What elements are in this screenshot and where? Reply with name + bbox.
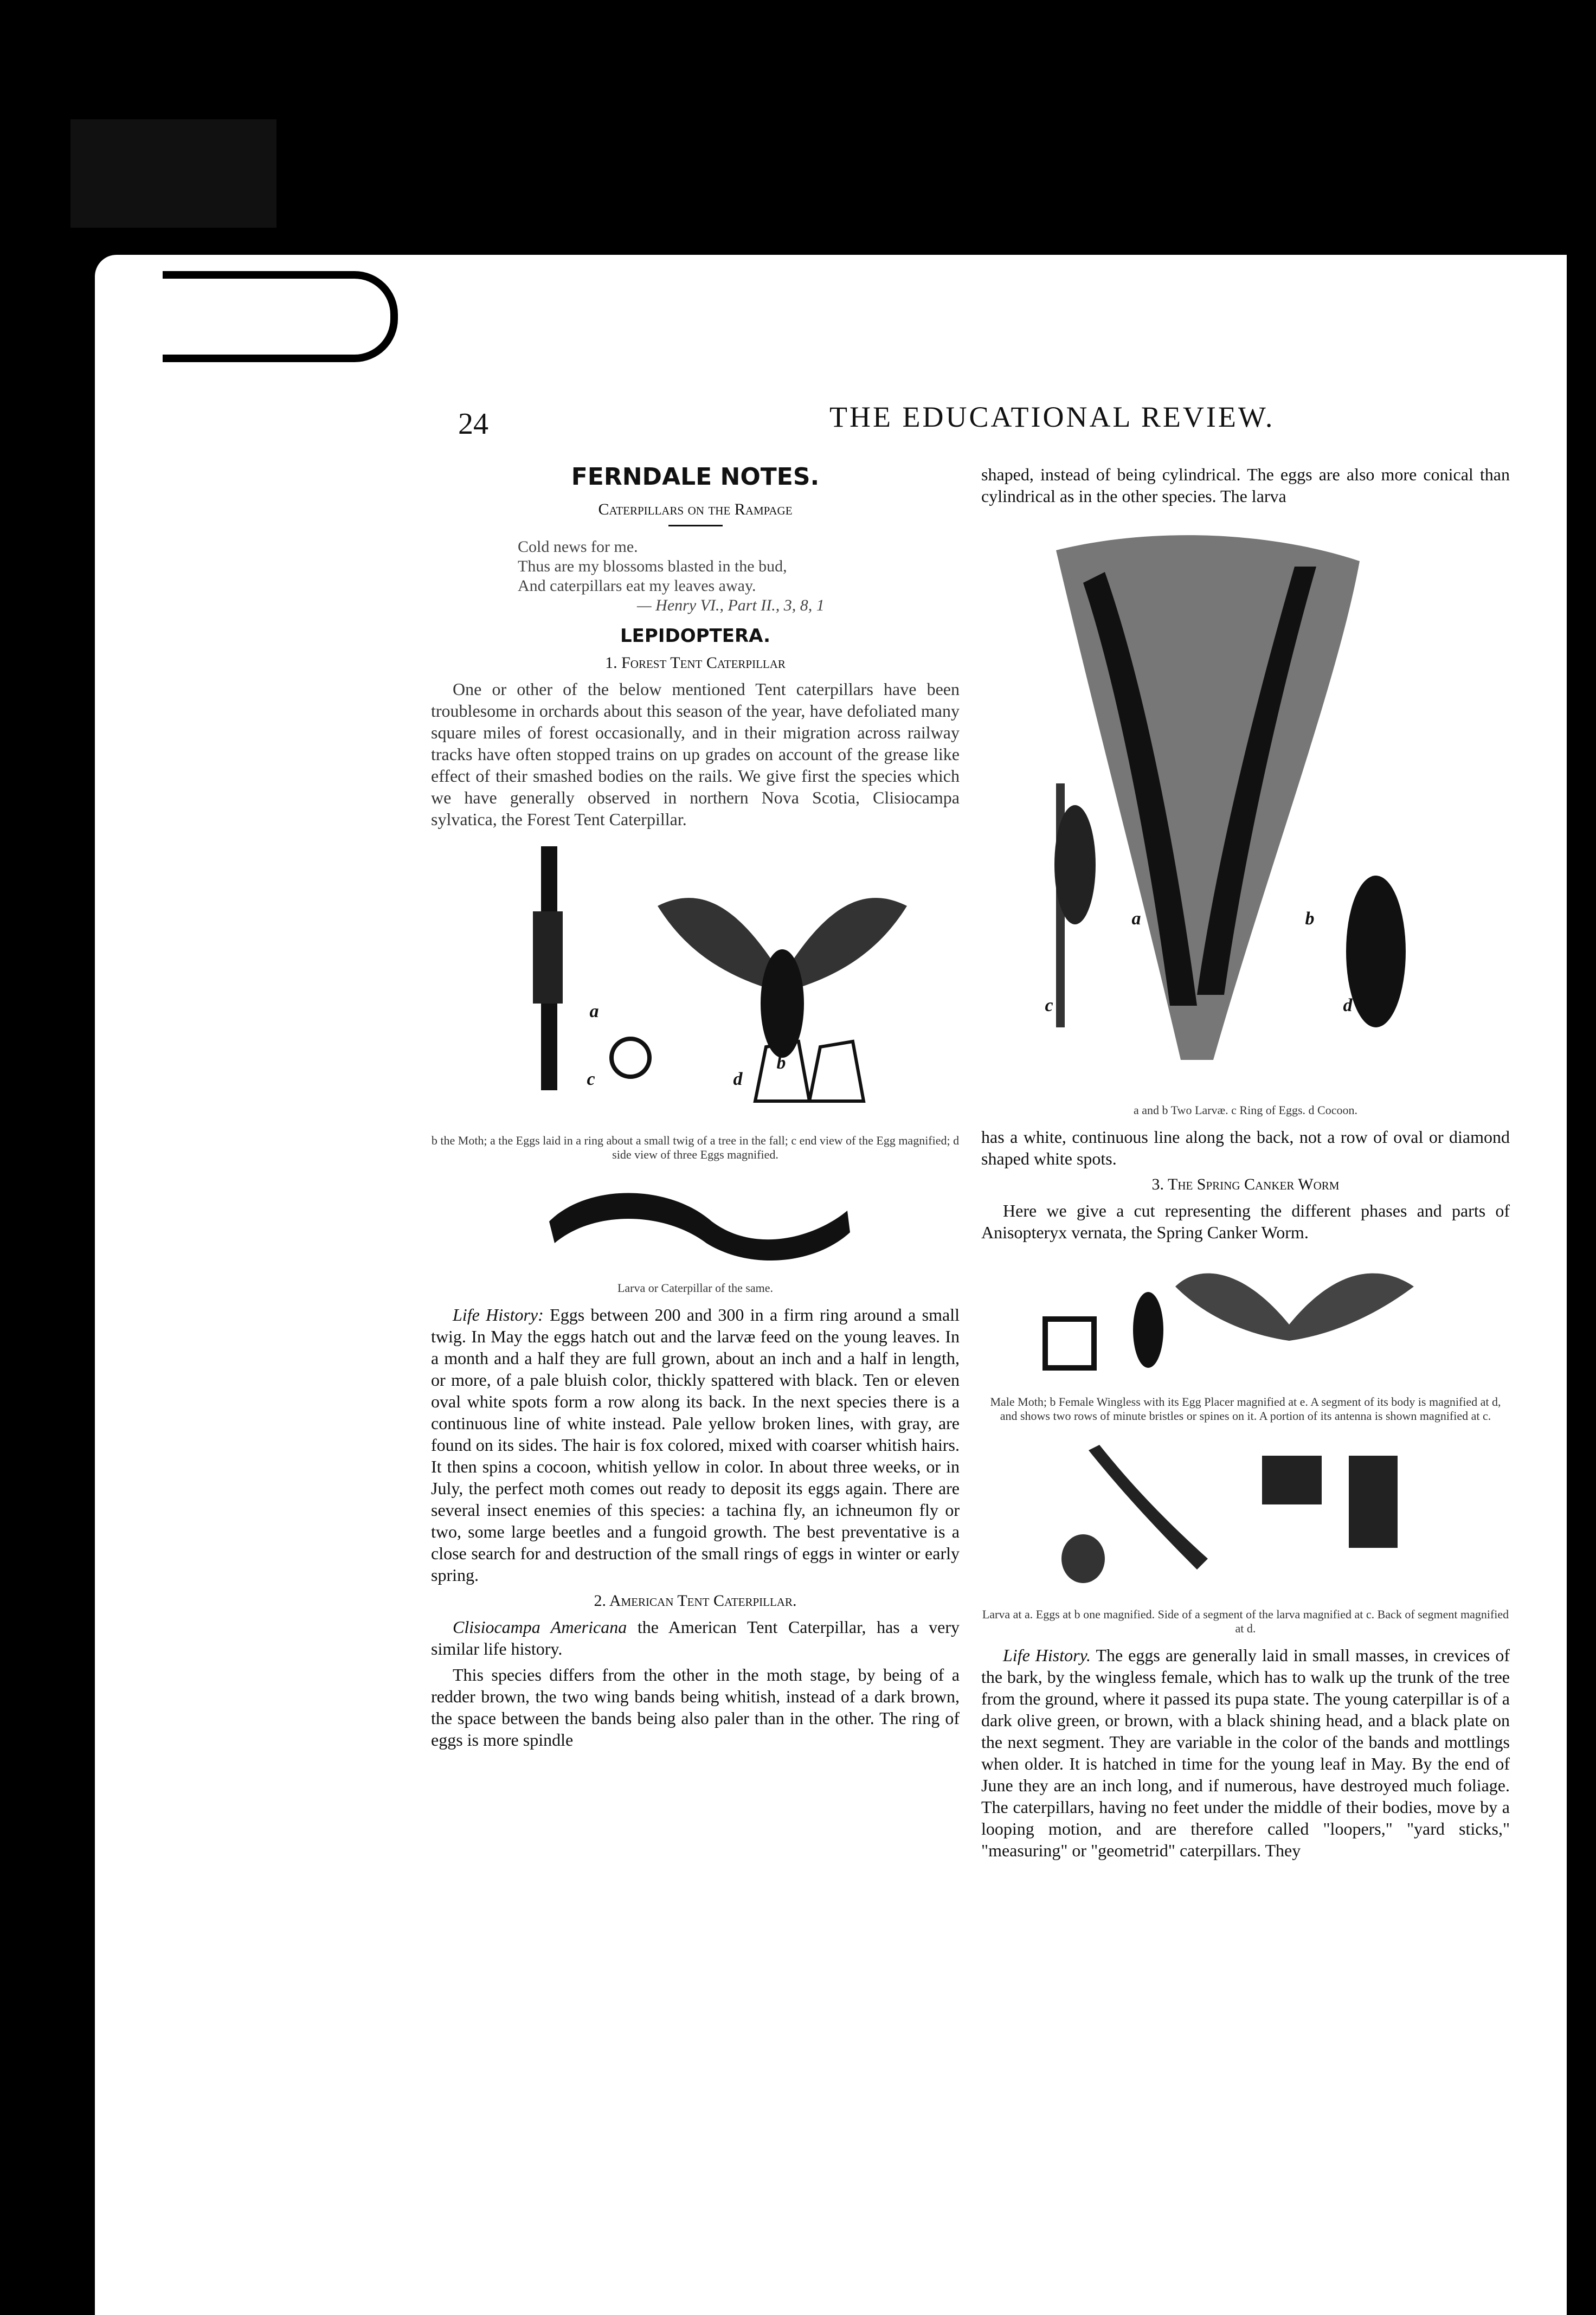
figure-3-caption: a and b Two Larvæ. c Ring of Eggs. d Cocoon.	[1134, 1103, 1357, 1117]
life-history-label: Life History.	[1003, 1645, 1091, 1665]
figure-forest-tent-moth	[452, 841, 939, 1123]
life-history-text: The eggs are generally laid in small masses, in crevices of the bark, by the wingless female, which has to walk up the trunk of the tree from the ground, where it passed its pupa state. The young caterpillar is of a dark olive green, or brown, with a black shining head, and a black plate on the next segment. They are variable in the color of the bands and mottlings when older. It is hatched in time for the young leaf in May. By the end of June they are an inch long, and if numerous, have destroyed much foliage. The caterpillars, having no feet under the middle of their bodies, move by a looping motion, and are therefore called "loopers," "yard sticks," "measuring" or "geometrid" caterpillars. They	[981, 1645, 1510, 1860]
running-head: THE EDUCATIONAL REVIEW.	[829, 401, 1275, 433]
figure-2-caption: Larva or Caterpillar of the same.	[617, 1281, 774, 1295]
epigraph-line: Cold news for me.	[518, 538, 638, 556]
figure-1-caption: b the Moth; a the Eggs laid in a ring about a small twig of a tree in the fall; c end view of the Egg magnified; d side view of three Eggs magnified.	[431, 1134, 960, 1161]
canker-larva-illustration	[1034, 1434, 1457, 1597]
figure-label-c: c	[1045, 995, 1053, 1015]
figure-canker-worm-moths	[1034, 1254, 1457, 1384]
order-heading: LEPIDOPTERA.	[620, 625, 770, 647]
page-number: 24	[458, 407, 488, 441]
figure-label-a: a	[1131, 909, 1141, 929]
moth-illustration	[452, 841, 939, 1123]
larvae-illustration	[1034, 518, 1457, 1092]
epigraph	[518, 537, 960, 615]
right-column	[981, 464, 1510, 1866]
species-name: Clisiocampa Americana	[453, 1617, 627, 1637]
epigraph-line: Thus are my blossoms blasted in the bud,	[518, 557, 787, 575]
section-heading-1: 1. Forest Tent Caterpillar	[605, 654, 786, 672]
figure-label-d: d	[1343, 995, 1353, 1015]
figure-label-b: b	[1305, 909, 1315, 929]
article-subtitle: Caterpillars on the Rampage	[598, 500, 793, 518]
section-3-text: Here we give a cut representing the different phases and parts of Anisopteryx vernata, the Spring Canker Worm.	[981, 1201, 1510, 1242]
section-2-text: This species differs from the other in the moth stage, by being of a redder brown, the two wing bands being whitish, instead of a dark brown, the space between the bands being also paler than in the other. The ring of eggs is more spindle	[431, 1665, 960, 1750]
cocoon	[1346, 876, 1406, 1027]
egg-end-view	[612, 1039, 649, 1077]
epigraph-attribution: — Henry VI., Part II., 3, 8, 1	[637, 596, 825, 614]
page-clip	[163, 271, 398, 362]
left-column	[431, 463, 960, 1755]
title-rule	[668, 525, 723, 526]
section-2-lead-text: the American Tent Caterpillar, has a very similar life history.	[431, 1617, 960, 1658]
figure-forest-tent-larva	[533, 1173, 858, 1270]
life-history-text: Eggs between 200 and 300 in a firm ring around a small twig. In May the eggs hatch out and the larvæ feed on the young leaves. In a month and a half they are full grown, about an inch and a half in length, or more, of a pale bluish color, thickly spattered with black. Ten or eleven oval white spots form a row along its back. In the next species there is a continuous line of white instead. Pale yellow broken lines, with gray, are found on its sides. The hair is fox colored, mixed with coarser whitish hairs. It then spins a cocoon, whitish yellow in color. In about three weeks, or in July, the perfect moth comes out ready to deposit its eggs again. There are several insect enemies of this species: a tachina fly, an ichneumon fly or two, some large beetles and a fungoid growth. The best preventative is a close search for and destruction of the small rings of eggs in winter or early spring.	[431, 1305, 960, 1585]
life-history-paragraph	[981, 1644, 1510, 1861]
figure-4-caption: Male Moth; b Female Wingless with its Egg Placer magnified at e. A segment of its body is magnified at d, and shows two rows of minute bristles or spines on it. A portion of its antenna is shown magnified at c.	[990, 1395, 1501, 1423]
egg-ring	[1054, 805, 1096, 924]
continued-text: shaped, instead of being cylindrical. The eggs are also more conical than cylindrical as in the other species. The larva	[981, 465, 1510, 506]
section-1-text: One or other of the below mentioned Tent caterpillars have been troublesome in orchards about this season of the year, have defoliated many square miles of forest occasionally, and in their migration across railway tracks have often stopped trains on up grades on account of the grease like effect of their smashed bodies on the rails. We give first the species which we have generally observed in northern Nova Scotia, Clisiocampa sylvatica, the Forest Tent Caterpillar.	[431, 679, 960, 829]
epigraph-line: And caterpillars eat my leaves away.	[518, 577, 756, 595]
larva-illustration	[533, 1173, 858, 1270]
section-heading-3: 3. The Spring Canker Worm	[1151, 1175, 1340, 1193]
figure-5-caption: Larva at a. Eggs at b one magnified. Side of a segment of the larva magnified at c. Back of segment magnified at d.	[982, 1607, 1509, 1635]
figure-label-a: a	[589, 1001, 599, 1021]
scan-edge-artifact	[70, 119, 276, 228]
section-2-lead	[431, 1616, 960, 1660]
life-history-paragraph	[431, 1304, 960, 1586]
article-title: FERNDALE NOTES.	[571, 463, 820, 491]
canker-moth-illustration	[1034, 1254, 1457, 1384]
figure-label-b: b	[776, 1053, 786, 1073]
figure-label-d: d	[733, 1069, 743, 1089]
life-history-label: Life History:	[453, 1305, 544, 1324]
figure-american-tent-larvae	[1034, 518, 1457, 1092]
figure-label-c: c	[587, 1069, 595, 1089]
section-heading-2: 2. American Tent Caterpillar.	[594, 1592, 797, 1610]
figure-canker-worm-larva	[1034, 1434, 1457, 1597]
larva-text: has a white, continuous line along the back, not a row of oval or diamond shaped white spots.	[981, 1127, 1510, 1168]
egg-ring	[533, 911, 563, 1004]
